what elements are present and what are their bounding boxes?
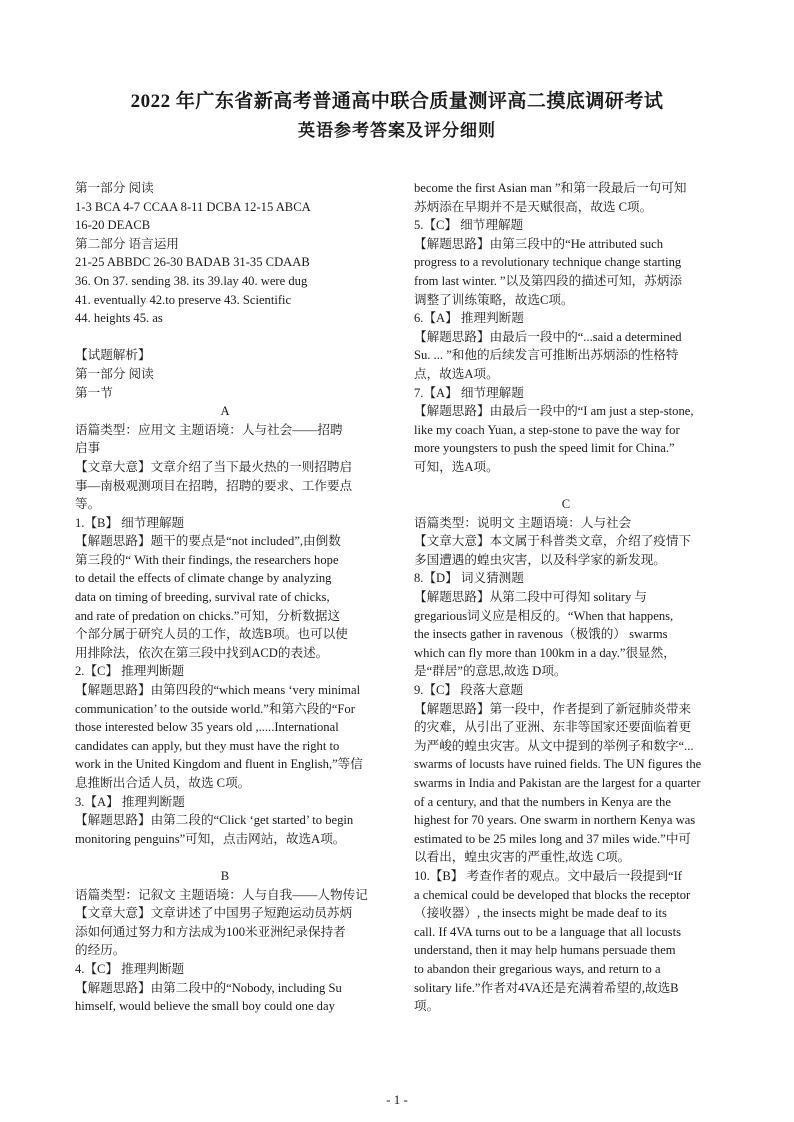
text-line: 44. heights 45. as bbox=[75, 311, 163, 326]
text-line: 个部分属于研究人员的工作，故选B项。也可以使 bbox=[75, 627, 348, 642]
text-line: 【文章大意】文章讲述了中国男子短跑运动员苏炳 bbox=[75, 906, 353, 921]
text-line: 添如何通过努力和方法成为100米亚洲纪录保持者 bbox=[75, 924, 346, 939]
text-line: Su. ... ”和他的后续发言可推断出苏炳添的性格特 bbox=[414, 348, 679, 363]
text-line: 21-25 ABBDC 26-30 BADAB 31-35 CDAAB bbox=[75, 255, 310, 270]
text-line: 10.【B】 考查作者的观点。文中最后一段提到“If bbox=[414, 868, 682, 883]
paragraph-gap bbox=[414, 477, 718, 496]
text-line: work in the United Kingdom and fluent in English,”等信 bbox=[75, 757, 363, 772]
text-line: and rate of predation on chicks.”可知，分析数据这 bbox=[75, 608, 341, 623]
text-line: swarms in India and Pakistan are the largest for a quarter bbox=[414, 776, 701, 790]
text-line: 点，故选A项。 bbox=[414, 366, 499, 381]
text-line: 是“群居”的意思,故选 D项。 bbox=[414, 664, 567, 679]
paragraph-gap bbox=[75, 848, 375, 867]
text-line: 息推断出合适人员，故选 C项。 bbox=[75, 776, 251, 790]
text-line: 以看出，蝗虫灾害的严重性,故选 C项。 bbox=[414, 850, 631, 865]
text-line: 第三段的“ With their findings, the researchers hope bbox=[75, 552, 339, 567]
text-line: 【解题思路】由第三段中的“He attributed such bbox=[414, 236, 664, 251]
text-line: 事—南极观测项目在招聘，招聘的要求、工作要点 bbox=[75, 478, 353, 493]
text-line: 【解题思路】由最后一段中的“...said a determined bbox=[414, 329, 682, 344]
paragraph-gap bbox=[75, 328, 375, 347]
text-line: more youngsters to push the speed limit for China.” bbox=[414, 441, 675, 456]
text-line: 【解题思路】第一段中，作者提到了新冠肺炎带来 bbox=[414, 701, 692, 716]
text-line: 第一部分 阅读 bbox=[75, 366, 154, 381]
text-line: 【文章大意】本文属于科普类文章，介绍了疫情下 bbox=[414, 534, 692, 549]
text-line: call. If 4VA turns out to be a language that all locusts bbox=[414, 924, 681, 939]
text-line: progress to a revolutionary technique change starting bbox=[414, 255, 682, 270]
text-line: to detail the effects of climate change by analyzing bbox=[75, 571, 332, 586]
text-line: 的经历。 bbox=[75, 943, 126, 958]
text-line: like my coach Yuan, a step-stone to pave the way for bbox=[414, 422, 680, 437]
text-line: the insects gather in ravenous（极饿的） swarms bbox=[414, 627, 668, 642]
text-line: 5.【C】 细节理解题 bbox=[414, 218, 524, 233]
text-line: swarms of locusts have ruined fields. The UN figures the bbox=[414, 757, 702, 772]
text-line: 苏炳添在早期并不是天赋很高，故选 C项。 bbox=[414, 199, 653, 214]
text-line: 第一节 bbox=[75, 385, 113, 400]
text-line: 16-20 DEACB bbox=[75, 218, 151, 233]
section-heading: A bbox=[220, 404, 230, 419]
text-line: a chemical could be developed that blocks the receptor bbox=[414, 887, 691, 902]
text-line: 41. eventually 42.to preserve 43. Scientific bbox=[75, 292, 292, 307]
text-line: 1.【B】 细节理解题 bbox=[75, 515, 185, 530]
text-line: 第二部分 语言运用 bbox=[75, 236, 179, 251]
left-column bbox=[75, 179, 375, 1016]
text-line: of a century, and that the numbers in Kenya are the bbox=[414, 794, 671, 809]
text-line: 【试题解析】 bbox=[75, 348, 151, 363]
text-line: 【解题思路】由最后一段中的“I am just a step-stone, bbox=[414, 404, 694, 419]
text-line: highest for 70 years. One swarm in northern Kenya was bbox=[414, 813, 696, 828]
text-line: 【解题思路】由第二段的“Click ‘get started’ to begin bbox=[75, 813, 354, 828]
text-line: 【解题思路】由第四段的“which means ‘very minimal bbox=[75, 683, 361, 698]
section-heading: C bbox=[561, 497, 571, 512]
text-line: 9.【C】 段落大意题 bbox=[414, 683, 524, 698]
text-line: 第一部分 阅读 bbox=[75, 181, 154, 195]
text-line: 启事 bbox=[75, 441, 101, 456]
page-number: - 1 - bbox=[386, 1092, 408, 1107]
text-line: 可知，选A项。 bbox=[414, 459, 499, 474]
text-line: 【解题思路】从第二段中可得知 solitary 与 bbox=[414, 590, 647, 605]
text-line: 4.【C】 推理判断题 bbox=[75, 961, 185, 976]
text-line: 【文章大意】文章介绍了当下最火热的一则招聘启 bbox=[75, 459, 353, 474]
text-line: 为严峻的蝗虫灾害。从文中提到的举例子和数字“... bbox=[414, 738, 694, 753]
text-line: 多国遭遇的蝗虫灾害，以及科学家的新发现。 bbox=[414, 552, 666, 567]
text-line: which can fly more than 100km in a day.”很显然， bbox=[414, 645, 676, 660]
text-line: 等。 bbox=[75, 497, 101, 512]
document-subtitle: 英语参考答案及评分细则 bbox=[298, 121, 496, 140]
text-line: 2.【C】 推理判断题 bbox=[75, 664, 185, 679]
document-title: 2022 年广东省新高考普通高中联合质量测评高二摸底调研考试 bbox=[130, 91, 664, 112]
text-line: 调整了训练策略，故选C项。 bbox=[414, 292, 574, 307]
text-line: understand, then it may help humans persuade them bbox=[414, 943, 676, 958]
text-line: 语篇类型：记叙文 主题语境：人与自我——人物传记 bbox=[75, 887, 368, 902]
right-column bbox=[414, 179, 718, 1016]
text-line: 3.【A】 推理判断题 bbox=[75, 794, 185, 809]
text-line: gregarious词义应是相反的。“When that happens, bbox=[414, 608, 674, 623]
text-line: 【解题思路】题干的要点是“not included”,由倒数 bbox=[75, 534, 341, 549]
text-line: 【解题思路】由第二段中的“Nobody, including Su bbox=[75, 980, 342, 995]
text-line: （接收器）, the insects might be made deaf to its bbox=[414, 906, 667, 921]
text-line: to abandon their gregarious ways, and return to a bbox=[414, 961, 661, 976]
text-line: 7.【A】 细节理解题 bbox=[414, 385, 524, 400]
text-line: candidates can apply, but they must have the right to bbox=[75, 738, 340, 753]
text-line: 语篇类型：应用文 主题语境：人与社会——招聘 bbox=[75, 422, 343, 437]
text-line: 用排除法，依次在第三段中找到ACD的表述。 bbox=[75, 645, 329, 660]
text-line: 的灾难，从引出了亚洲、东非等国家还要面临着更 bbox=[414, 720, 692, 735]
text-line: 语篇类型：说明文 主题语境：人与社会 bbox=[414, 515, 632, 530]
text-line: 8.【D】 词义猜测题 bbox=[414, 571, 524, 586]
section-heading: B bbox=[220, 868, 230, 883]
text-line: solitary life.”作者对4VA还是充满着希望的,故选B bbox=[414, 980, 679, 995]
text-line: monitoring penguins”可知，点击网站，故选A项。 bbox=[75, 831, 346, 846]
text-line: communication’ to the outside world.”和第六段的“For bbox=[75, 701, 355, 716]
text-line: 项。 bbox=[414, 999, 440, 1014]
text-line: those interested below 35 years old ,.....International bbox=[75, 720, 339, 735]
text-line: become the first Asian man ”和第一段最后一句可知 bbox=[414, 181, 687, 195]
text-line: from last winter. ”以及第四段的描述可知，苏炳添 bbox=[414, 273, 682, 288]
text-line: 1-3 BCA 4-7 CCAA 8-11 DCBA 12-15 ABCA bbox=[75, 199, 311, 214]
text-line: data on timing of breeding, survival rate of chicks, bbox=[75, 590, 330, 605]
text-line: himself, would believe the small boy could one day bbox=[75, 999, 335, 1014]
text-line: 6.【A】 推理判断题 bbox=[414, 311, 524, 326]
text-line: 36. On 37. sending 38. its 39.lay 40. were dug bbox=[75, 273, 308, 288]
text-line: estimated to be 25 miles long and 37 miles wide.”中可 bbox=[414, 831, 692, 846]
